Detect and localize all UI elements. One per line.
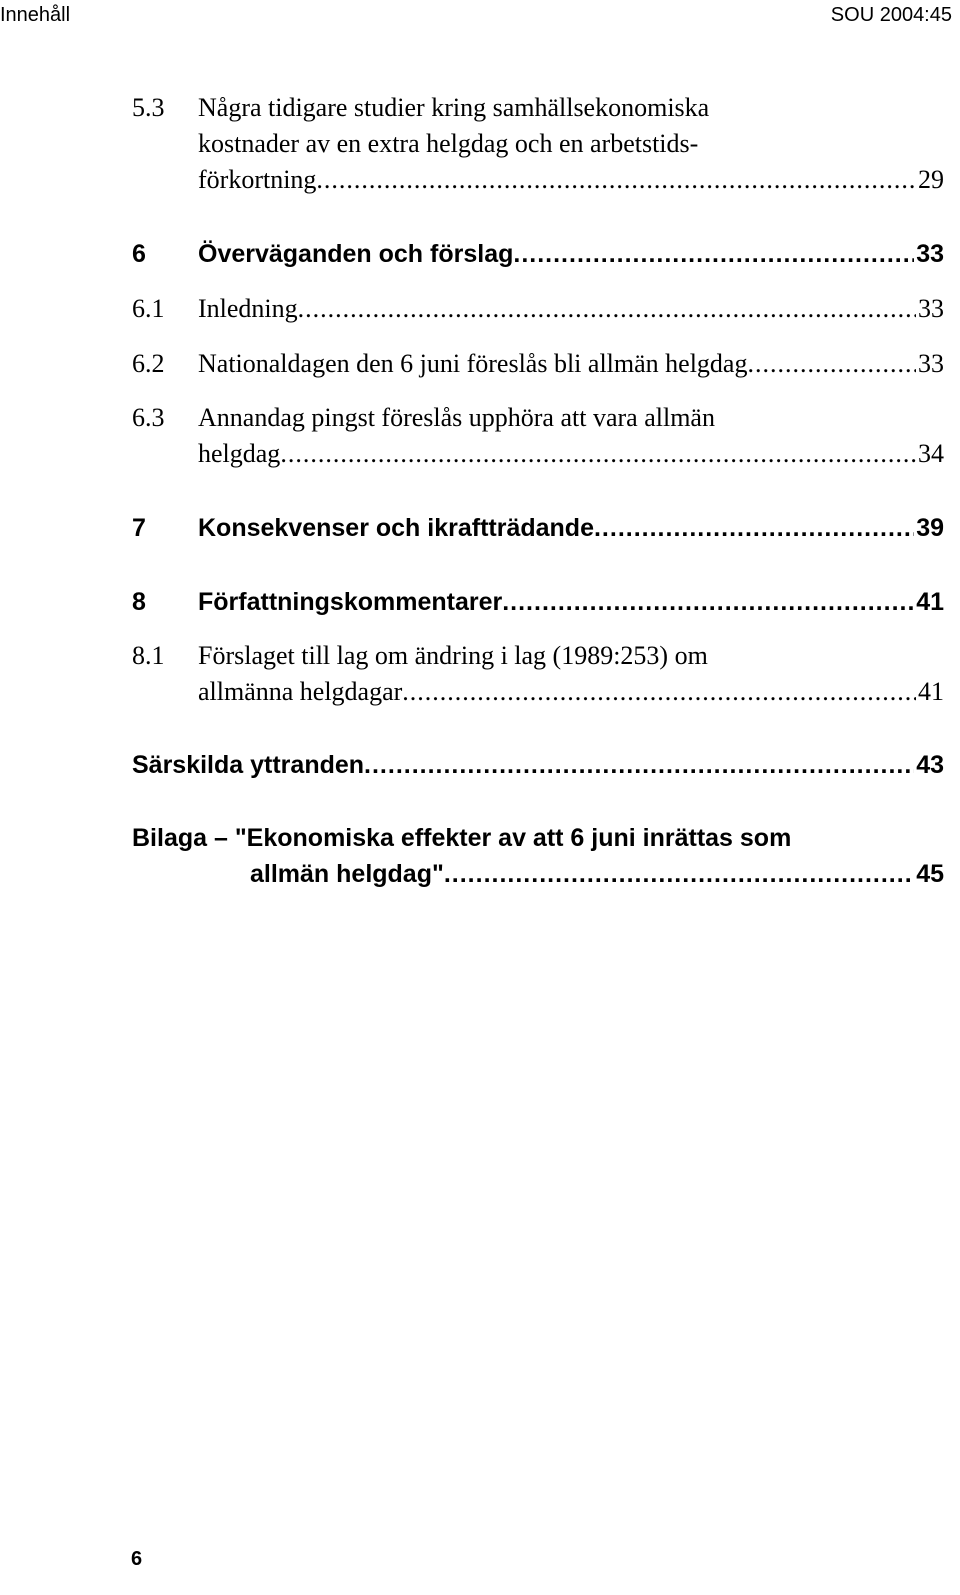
dot-leader xyxy=(502,584,914,620)
toc-title: Konsekvenser och ikraftträdande xyxy=(198,514,594,542)
toc-page-number: 41 xyxy=(918,677,944,706)
toc-page-number: 41 xyxy=(916,588,944,616)
toc-title-line: allmänna helgdagar xyxy=(198,677,403,706)
toc-entry-5-3[interactable] xyxy=(132,90,944,198)
dot-leader xyxy=(444,856,914,892)
toc-title-line: Annandag pingst föreslås upphöra att vara allmän xyxy=(198,403,715,432)
dot-leader xyxy=(280,436,916,472)
toc-title: Inledning xyxy=(198,294,298,323)
page-number: 6 xyxy=(131,1548,143,1570)
toc-page-number: 34 xyxy=(918,439,944,468)
dot-leader xyxy=(402,674,916,710)
section-label: Innehåll xyxy=(0,4,71,26)
toc-title: Särskilda yttranden xyxy=(132,751,365,779)
toc-entry-6-2[interactable] xyxy=(132,346,944,382)
toc-title-line: kostnader av en extra helgdag och en arbetstids- xyxy=(198,129,699,158)
toc-number: 6.3 xyxy=(132,403,165,432)
toc-title-line: Förslaget till lag om ändring i lag (1989:253) om xyxy=(198,641,708,670)
toc-number: 8 xyxy=(132,588,146,616)
toc-title-line: förkortning xyxy=(198,165,317,194)
dot-leader xyxy=(298,291,916,327)
page-header xyxy=(0,4,952,34)
toc-number: 6.1 xyxy=(132,294,165,323)
toc-title: Nationaldagen den 6 juni föreslås bli allmän helgdag xyxy=(198,349,748,378)
toc-title: Överväganden och förslag xyxy=(198,240,514,268)
toc-page-number: 33 xyxy=(916,240,944,268)
toc-page-number: 33 xyxy=(918,349,944,378)
dot-leader xyxy=(316,162,916,198)
toc-title-line: Bilaga – "Ekonomiska effekter av att 6 juni inrättas som xyxy=(132,824,792,852)
toc-entry-7[interactable] xyxy=(132,510,944,546)
dot-leader xyxy=(513,236,914,272)
toc-title: Författningskommentarer xyxy=(198,588,503,616)
toc-page-number: 39 xyxy=(916,514,944,542)
toc-page-number: 43 xyxy=(916,751,944,779)
toc-number: 5.3 xyxy=(132,93,165,122)
toc-entry-sarskilda-yttranden[interactable] xyxy=(132,747,944,783)
toc-page-number: 45 xyxy=(916,860,944,888)
document-id: SOU 2004:45 xyxy=(830,4,952,26)
toc-entry-6-3[interactable] xyxy=(132,400,944,472)
dot-leader xyxy=(747,346,916,382)
toc-entry-8-1[interactable] xyxy=(132,638,944,710)
toc-page-number: 29 xyxy=(918,165,944,194)
toc-number: 8.1 xyxy=(132,641,165,670)
toc-number: 7 xyxy=(132,514,146,542)
toc-number: 6 xyxy=(132,240,146,268)
toc-title-line: allmän helgdag" xyxy=(250,860,444,888)
dot-leader xyxy=(364,747,914,783)
toc-entry-bilaga[interactable] xyxy=(132,820,944,892)
dot-leader xyxy=(594,510,914,546)
toc-entry-6[interactable] xyxy=(132,236,944,272)
toc-title-line: helgdag xyxy=(198,439,281,468)
toc-page-number: 33 xyxy=(918,294,944,323)
toc-number: 6.2 xyxy=(132,349,165,378)
toc-entry-8[interactable] xyxy=(132,584,944,620)
toc-entry-6-1[interactable] xyxy=(132,291,944,327)
toc-title-line: Några tidigare studier kring samhällsekonomiska xyxy=(198,93,710,122)
